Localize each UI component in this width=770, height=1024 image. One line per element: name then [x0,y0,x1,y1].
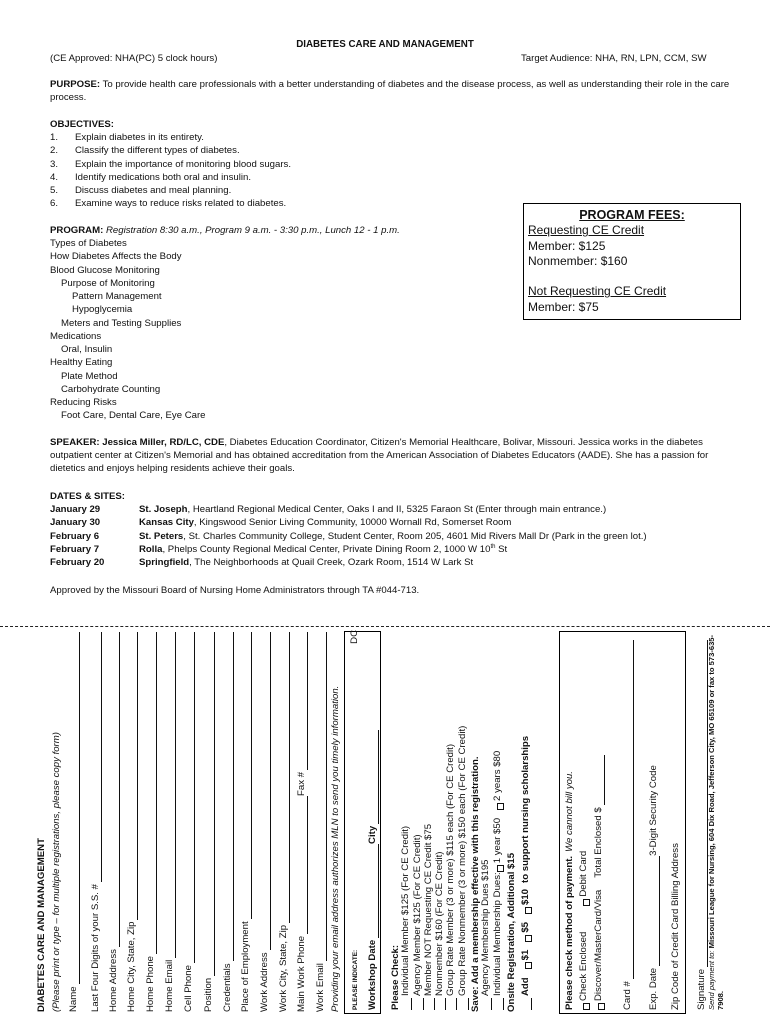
program-topic: Meters and Testing Supplies [61,317,182,329]
add-amount: $10 [519,888,531,905]
objectives-list [50,131,520,210]
exp-date-input[interactable] [651,856,660,966]
one-year-label: 1 year $50 [491,817,503,864]
program-topic: Reducing Risks [50,397,117,409]
session-city: St. Peters [139,530,184,542]
field-9-input[interactable] [243,632,252,919]
objective-item [50,184,520,197]
session-date: January 30 [50,517,101,529]
purpose-section [50,78,730,104]
field-8 [222,632,234,1012]
field-9-label: Place of Employment [239,921,251,1012]
field-work-email [315,632,327,1012]
workshop-col [366,730,379,1010]
agency-dues-label: Agency Membership Dues $195 [479,859,491,996]
fees-nonce-member: Member: $75 [528,299,599,314]
field-2-input[interactable] [111,632,120,947]
zip-billing-col [670,640,682,1010]
field-8-input[interactable] [225,632,234,961]
total-enclosed-input[interactable] [596,755,605,805]
program-label: PROGRAM: [50,225,104,236]
indicate-col [350,630,361,1010]
session-date: February 7 [50,543,100,555]
cut-line [0,626,770,627]
program-topic: How Diabetes Affects the Body [50,251,182,263]
field-7-input[interactable] [206,632,215,976]
session-site [139,516,511,529]
session-date: February 6 [50,530,100,542]
check-option-label: Nonmember $160 (For CE Credit) [433,851,445,996]
email-note [329,622,342,1012]
field-0-line [68,632,80,1012]
payment-title-col [563,634,576,1010]
program-topic: Purpose of Monitoring [61,277,155,289]
save-line-text: Save: Add a membership effective with this registration. [469,756,481,1012]
workshop-city-input[interactable] [370,730,379,824]
check-option-blank[interactable] [460,998,469,1010]
field-11 [278,632,290,1012]
debit-card-label: Debit Card [577,850,589,897]
field-4 [145,632,157,1012]
payment-note: We cannot bill you. [563,771,575,852]
session-site [139,503,606,516]
field-1 [90,632,102,1012]
field-5-input[interactable] [167,632,176,958]
add-amount: $5 [519,922,531,933]
field-6-line [183,632,195,1012]
field-1-input[interactable] [93,632,102,882]
objective-number: 4. [50,171,59,183]
ordinal-suffix: th [490,543,496,550]
payment-title-line [563,634,576,1010]
session-date: January 29 [50,504,101,516]
workshop-line [366,730,379,1010]
field-11-line [278,632,290,1012]
field-6 [183,632,195,1012]
objective-item [50,131,520,144]
onsite-col [505,682,518,1012]
objective-item [50,144,520,157]
add-checkbox[interactable] [525,907,532,914]
add-donation-line [519,682,532,1012]
field-6-input[interactable] [186,632,195,963]
field-11-label: Work City, State, Zip [277,924,289,1012]
session-city: Kansas City [139,517,194,529]
exp-date-line [648,640,660,1010]
zip-billing-line [670,640,682,1010]
add-col [519,682,532,1012]
dates-sites-section [50,490,740,569]
field-3-label: Home City, State, Zip [125,921,137,1012]
total-enclosed-label: Total Enclosed $ [592,807,604,878]
objective-text: Examine ways to reduce risks related to diabetes. [75,198,287,210]
session-location: , Phelps County Regional Medical Center, Private Dining Room 2, 1000 W 10 [162,543,491,555]
card-number-input[interactable] [625,640,634,979]
debit-card-checkbox[interactable] [583,899,590,906]
check-option-5 [457,692,469,1012]
check-option-blank[interactable] [448,998,457,1010]
objective-number: 3. [50,158,59,170]
check-option-label: Member NOT Requesting CE Credit $75 [422,823,434,996]
check-enclosed-label: Check Enclosed [577,931,589,1001]
form-subtitle [50,592,63,1012]
send-to-address: Missouri League for Nursing, 604 Dix Road, Jefferson City, MO 65109 or fax to 573-635-7908. [707,634,726,1010]
field-0-input[interactable] [71,632,80,984]
program-fees-box [523,203,741,320]
field-8-line [222,632,234,1012]
field-5-label: Home Email [163,959,175,1012]
workshop-date-input[interactable] [370,844,379,938]
program-topic: Blood Glucose Monitoring [50,264,160,276]
target-audience: Target Audience: NHA, RN, LPN, CCM, SW [521,53,707,64]
discover-checkbox[interactable] [598,1003,605,1010]
dc-label: DC [348,630,360,644]
field-5 [164,632,176,1012]
session-location-tail: St [495,543,508,555]
field-work-email-line [315,632,327,1012]
exp-date-label: Exp. Date [647,967,659,1010]
date-site-row [50,516,740,529]
field-7-line [203,632,215,1012]
purpose-text: To provide health care professionals with a better understanding of diabetes and the disease process, as well as understanding their role in the care process. [50,79,730,104]
fees-nonce-heading: Not Requesting CE Credit [528,284,667,299]
onsite-registration [505,682,518,1012]
objective-text: Classify the different types of diabetes. [75,145,240,157]
field-4-input[interactable] [148,632,157,954]
check-option-line [457,692,469,1012]
program-topics [50,237,520,422]
fees-ce-member: Member: $125 [528,238,606,253]
field-7 [203,632,215,1012]
field-3 [126,632,138,1012]
field-4-line [145,632,157,1012]
agency-dues-blank[interactable] [483,998,492,1010]
program-topic: Types of Diabetes [50,238,127,250]
two-year-checkbox[interactable] [497,803,504,810]
field-11-input[interactable] [281,632,290,923]
objective-number: 2. [50,145,59,157]
form-title-col [35,592,48,1012]
field-0 [68,632,80,1012]
objective-number: 5. [50,185,59,197]
onsite-registration-text: Onsite Registration, Additional $15 [505,852,517,1012]
objectives-section [50,118,520,211]
session-location: , St. Charles Community College, Student Center, Room 205, 4601 Mid Rivers Mall Dr (Park in the green lot.) [183,530,647,542]
objective-text: Explain the importance of monitoring blood sugars. [75,158,291,170]
send-to-col [707,634,729,1010]
discover-label: Discover/MasterCard/Visa [592,889,604,1001]
session-site [139,556,473,569]
security-code-label: 3-Digit Security Code [647,765,659,856]
date-site-row [50,530,740,543]
email-note-col [329,622,342,1012]
program-schedule: Registration 8:30 a.m., Program 9 a.m. - 3:30 p.m., Lunch 12 - 1 p.m. [105,225,400,236]
fees-title: PROGRAM FEES: [579,208,685,222]
program-topic: Medications [50,330,102,342]
session-date: February 20 [50,557,105,569]
field-work-phone [296,632,308,1012]
session-city: Springfield [139,557,190,569]
check-option-label: Group Rate Nonmember (3 or more) $150 each (For CE Credit) [456,725,468,996]
add-amount: $1 [519,949,531,961]
session-city: St. Joseph [139,504,188,516]
field-work-phone-line [296,632,308,1012]
field-work-email-label: Work Email [314,963,326,1012]
send-to-label: Send payment to: [707,948,716,1010]
individual-dues-col [492,682,504,1012]
payment-card-line [593,640,605,1010]
program-topic: Plate Method [61,370,118,382]
speaker-label: SPEAKER: Jessica Miller, RD/LC, CDE [50,437,225,448]
one-year-checkbox[interactable] [497,865,504,872]
individual-dues-blank[interactable] [495,998,504,1010]
field-8-label: Credentials [221,963,233,1012]
card-number-line [622,640,634,1010]
session-city: Rolla [139,543,163,555]
field-7-label: Position [202,977,214,1012]
speaker-section [50,436,730,476]
dates-list [50,503,740,569]
session-location: , The Neighborhoods at Quail Creek, Ozark Room, 1514 W Lark St [189,557,474,569]
form-title [35,592,48,1012]
field-2-label: Home Address [107,949,119,1012]
objective-number: 6. [50,198,59,210]
field-1-label: Last Four Digits of your S.S. # [89,884,101,1012]
work-phone-input[interactable] [299,796,308,934]
add-blank[interactable] [523,998,532,1010]
signature-label: Signature [695,968,707,1010]
objective-item [50,171,520,184]
payment-title: Please check method of payment. [563,855,575,1010]
fax-input[interactable] [299,632,308,770]
form-subtitle-text: (Please print or type – for multiple registrations, please copy form) [50,732,62,1012]
form-subtitle-col [50,592,63,1012]
session-location: , Kingswood Senior Living Community, 10000 Wornall Rd, Somerset Room [193,517,512,529]
field-2 [108,632,120,1012]
approval-note: Approved by the Missouri Board of Nursing Home Administrators through TA #044-713. [50,585,420,596]
session-site [139,543,507,556]
field-10-label: Work Address [258,952,270,1012]
field-work-email-input[interactable] [318,632,327,961]
email-note-text: Providing your email address authorizes MLN to send you timely information. [329,685,341,1012]
purpose-label: PURPOSE: [50,79,101,90]
send-to-note [707,634,725,1010]
card-number-label: Card # [621,981,633,1010]
payment-card-col [593,640,605,1010]
program-topic: Oral, Insulin [61,344,113,356]
payment-check-col [578,640,590,1010]
field-0-label: Name [67,986,79,1012]
payment-check-line [578,640,590,1010]
objective-text: Explain diabetes in its entirety. [75,132,204,144]
field-4-label: Home Phone [144,956,156,1012]
objective-text: Discuss diabetes and meal planning. [75,185,232,197]
check-option-label: Group Rate Member (3 or more) $115 each (For CE Credit) [444,743,456,996]
fax-label: Fax # [295,771,307,796]
check-enclosed-checkbox[interactable] [583,1003,590,1010]
add-checkbox[interactable] [525,962,532,969]
please-check-label-text: Please Check: [389,944,401,1010]
add-label: Add [519,977,531,996]
program-topic: Pattern Management [72,291,162,303]
program-topic: Foot Care, Dental Care, Eye Care [61,410,206,422]
card-number-col [622,640,634,1010]
date-site-row [50,556,740,569]
objective-text: Identify medications both oral and insulin. [75,171,251,183]
add-checkbox[interactable] [525,935,532,942]
session-site [139,530,647,543]
speaker-bio: , Diabetes Education Coordinator, Citizen's Memorial Healthcare, Bolivar, Missouri. Jessica works in the diabetes outpatient center at Citizen's Memorial and has obtained accreditation from the American Association of Diabetes Educators (AADE). She has a passion for dietetics and enjoys helping residents achieve their goals. [50,437,709,475]
flyer-title: DIABETES CARE AND MANAGEMENT [296,39,474,50]
zip-billing-label: Zip Code of Credit Card Billing Address [669,843,681,1010]
field-1-line [90,632,102,1012]
field-10-input[interactable] [262,632,271,950]
objective-item [50,197,520,210]
date-site-row [50,503,740,516]
add-tail: to support nursing scholarships [519,735,531,883]
individual-dues-line [492,682,504,1012]
field-6-label: Cell Phone [182,965,194,1012]
dates-label: DATES & SITES: [50,491,125,502]
field-3-line [126,632,138,1012]
program-section [50,224,520,423]
program-topic: Hypoglycemia [72,304,133,316]
program-topic: Healthy Eating [50,357,113,369]
objectives-label: OBJECTIVES: [50,119,114,130]
field-9-line [240,632,252,1012]
exp-date-col [648,640,660,1010]
session-location: , Heartland Regional Medical Center, Oaks I and II, 5325 Faraon St (Enter through main entrance.) [187,504,607,516]
field-10-line [259,632,271,1012]
fees-ce-nonmember: Nonmember: $160 [528,254,628,269]
indicate-line [350,630,361,1010]
field-10 [259,632,271,1012]
field-2-line [108,632,120,1012]
objective-item [50,158,520,171]
individual-dues-label: Individual Membership Dues: [491,872,503,996]
field-9 [240,632,252,1012]
please-indicate-label: PLEASE INDICATE: [352,949,360,1010]
check-option-label: Individual Member $125 (For CE Credit) [399,825,411,996]
form-title-text: DIABETES CARE AND MANAGEMENT [35,838,47,1012]
fees-ce-heading: Requesting CE Credit [528,223,645,238]
field-3-input[interactable] [129,632,138,920]
city-label: City [366,825,378,844]
two-year-label: 2 years $80 [491,750,503,801]
work-phone-label: Main Work Phone [295,935,307,1012]
date-site-row [50,543,740,556]
check-option-blank[interactable] [403,998,412,1010]
workshop-date-label: Workshop Date [366,939,378,1010]
field-5-line [164,632,176,1012]
check-option-label: Agency Member $125 (For CE Credit) [411,834,423,996]
ce-approved-note: (CE Approved: NHA(PC) 5 clock hours) [50,53,218,64]
program-topic: Carbohydrate Counting [61,383,161,395]
objective-number: 1. [50,132,59,144]
